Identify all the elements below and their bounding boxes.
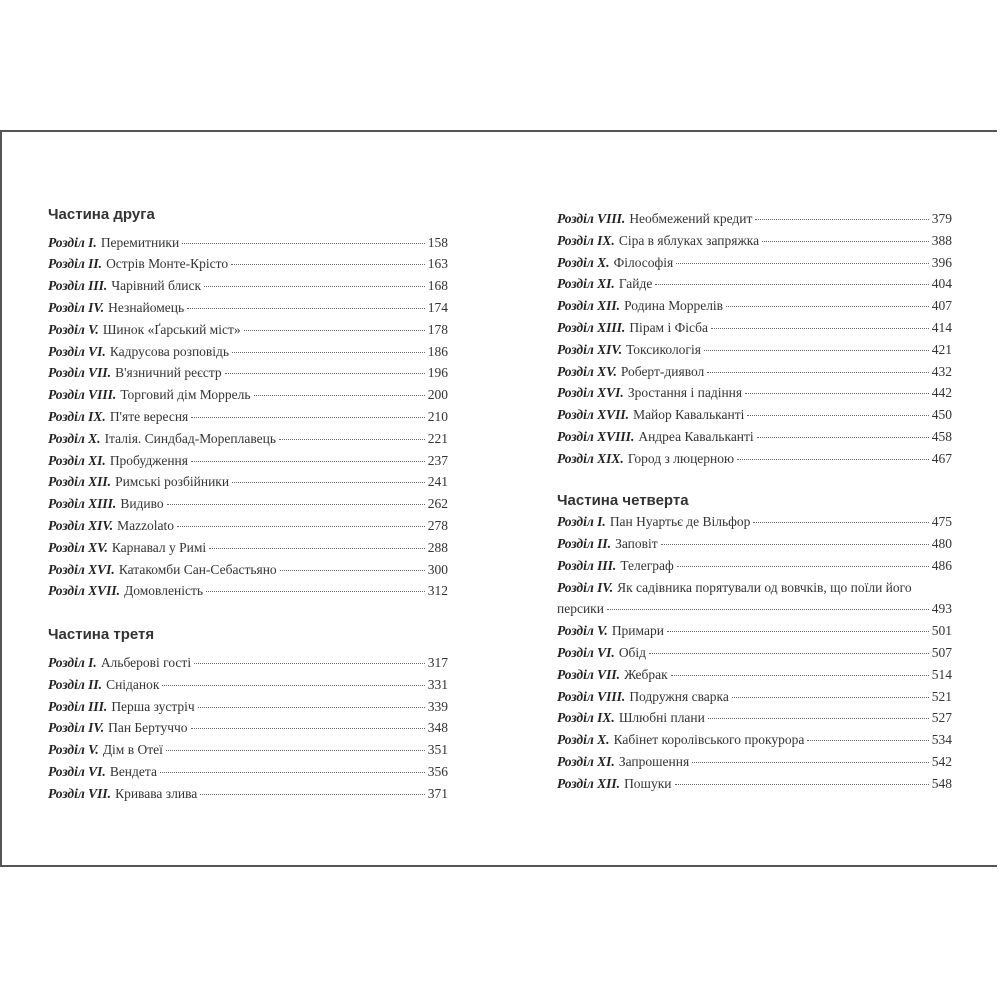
page-number: 178 bbox=[427, 321, 448, 337]
chapter-title-continuation: персики bbox=[557, 601, 604, 617]
chapter-title: В'язничний реєстр bbox=[115, 365, 222, 381]
chapter-title: Видиво bbox=[120, 496, 164, 512]
toc-entry[interactable] bbox=[48, 297, 448, 319]
dot-leader bbox=[649, 653, 929, 654]
toc-entry[interactable] bbox=[48, 319, 448, 341]
chapter-label: Розділ XV. bbox=[557, 363, 617, 379]
page-number: 432 bbox=[931, 363, 952, 379]
toc-entry[interactable] bbox=[48, 761, 448, 783]
chapter-label: Розділ XII. bbox=[48, 474, 112, 490]
chapter-label: Розділ XIX. bbox=[557, 450, 624, 466]
dot-leader bbox=[177, 526, 425, 527]
page-number: 501 bbox=[931, 623, 952, 639]
chapter-title: Острів Монте-Крісто bbox=[106, 256, 229, 272]
toc-entry[interactable] bbox=[557, 751, 952, 773]
chapter-label: Розділ VIII. bbox=[557, 211, 626, 226]
toc-entry[interactable] bbox=[557, 382, 952, 404]
toc-entry[interactable] bbox=[557, 317, 952, 339]
dot-leader bbox=[671, 675, 929, 676]
page-number: 237 bbox=[427, 452, 448, 468]
chapter-label: Розділ IV. bbox=[48, 300, 105, 316]
toc-entry[interactable] bbox=[557, 339, 952, 361]
dot-leader bbox=[753, 522, 928, 523]
toc-entry[interactable] bbox=[557, 533, 952, 555]
toc-entry[interactable] bbox=[557, 729, 952, 751]
chapter-label: Розділ V. bbox=[557, 623, 608, 639]
chapter-label: Розділ VI. bbox=[557, 645, 615, 661]
chapter-title: Катакомби Сан-Себастьяно bbox=[118, 561, 277, 577]
toc-entry[interactable] bbox=[557, 295, 952, 317]
dot-leader bbox=[225, 373, 425, 374]
toc-entry[interactable] bbox=[48, 739, 448, 761]
page-number: 493 bbox=[931, 601, 952, 617]
dot-leader bbox=[661, 544, 929, 545]
toc-entry[interactable] bbox=[48, 341, 448, 363]
toc-entry[interactable] bbox=[48, 783, 448, 805]
chapter-label: Розділ VII. bbox=[48, 365, 112, 381]
chapter-title: Пан Бертуччо bbox=[108, 720, 188, 736]
toc-entry[interactable] bbox=[557, 208, 952, 230]
part-heading: Частина друга bbox=[48, 206, 155, 223]
page-number: 514 bbox=[931, 666, 952, 682]
toc-entry[interactable] bbox=[557, 773, 952, 795]
chapter-label: Розділ III. bbox=[48, 698, 108, 714]
page-number: 534 bbox=[931, 732, 952, 748]
chapter-title: Незнайомець bbox=[108, 300, 185, 316]
dot-leader bbox=[232, 482, 425, 483]
toc-entry[interactable] bbox=[557, 448, 952, 470]
dot-leader bbox=[757, 437, 929, 438]
dot-leader bbox=[745, 393, 929, 394]
page-number: 486 bbox=[931, 557, 952, 573]
chapter-label: Розділ XVIII. bbox=[557, 428, 635, 444]
page-number: 388 bbox=[931, 232, 952, 248]
page-number: 421 bbox=[931, 341, 952, 357]
page-number: 241 bbox=[427, 474, 448, 490]
chapter-title: Примари bbox=[611, 623, 664, 639]
chapter-title: Зростання і падіння bbox=[627, 385, 743, 401]
chapter-title: Mazzolato bbox=[117, 518, 175, 534]
toc-entry[interactable] bbox=[557, 426, 952, 448]
toc-entry[interactable] bbox=[557, 511, 952, 533]
chapter-label: Розділ XI. bbox=[557, 754, 615, 770]
chapter-title: Карнавал у Римі bbox=[111, 539, 207, 555]
page-number: 396 bbox=[931, 254, 952, 270]
chapter-label: Розділ VIII. bbox=[48, 387, 117, 403]
chapter-label: Розділ IV. bbox=[557, 579, 614, 595]
chapter-label: Розділ VII. bbox=[48, 785, 112, 801]
dot-leader bbox=[707, 372, 928, 373]
chapter-title: П'яте вересня bbox=[109, 409, 189, 425]
chapter-title: Дім в Отеї bbox=[102, 742, 163, 758]
chapter-label: Розділ IX. bbox=[557, 710, 615, 726]
toc-entry[interactable] bbox=[557, 361, 952, 383]
chapter-label: Розділ XII. bbox=[557, 775, 621, 791]
chapter-title: Гайде bbox=[618, 276, 653, 292]
dot-leader bbox=[667, 631, 929, 632]
chapter-title: Кадрусова розповідь bbox=[109, 343, 230, 359]
page-number: 196 bbox=[427, 365, 448, 381]
toc-entry-continuation bbox=[557, 598, 952, 620]
toc-entry[interactable] bbox=[48, 537, 448, 559]
chapter-title: Пан Нуартьє де Вільфор bbox=[609, 514, 751, 530]
page-number: 278 bbox=[427, 518, 448, 534]
page-number: 404 bbox=[931, 276, 952, 292]
dot-leader bbox=[254, 395, 425, 396]
chapter-title: Сіра в яблуках запряжка bbox=[618, 232, 760, 248]
page-number: 414 bbox=[931, 319, 952, 335]
chapter-label: Розділ XVI. bbox=[48, 561, 115, 577]
toc-entry[interactable] bbox=[557, 404, 952, 426]
toc-entry[interactable] bbox=[557, 707, 952, 729]
chapter-label: Розділ XIV. bbox=[48, 518, 114, 534]
page-number: 542 bbox=[931, 754, 952, 770]
dot-leader bbox=[204, 286, 425, 287]
chapter-title: Запрошення bbox=[618, 754, 690, 770]
page-number: 507 bbox=[931, 645, 952, 661]
page-number: 480 bbox=[931, 536, 952, 552]
chapter-title: Шинок «Ґарський міст» bbox=[102, 321, 241, 337]
chapter-label: Розділ I. bbox=[557, 514, 606, 530]
dot-leader bbox=[209, 548, 425, 549]
chapter-title: Пробудження bbox=[109, 452, 188, 468]
chapter-label: Розділ IX. bbox=[557, 232, 615, 248]
chapter-label: Розділ IX. bbox=[48, 409, 106, 425]
dot-leader bbox=[726, 306, 929, 307]
chapter-label: Розділ XIII. bbox=[557, 319, 626, 335]
page-number: 475 bbox=[931, 514, 952, 530]
chapter-title: Родина Моррелів bbox=[624, 298, 724, 314]
chapter-title: Альберові гості bbox=[100, 654, 192, 670]
chapter-label: Розділ VIII. bbox=[557, 688, 626, 704]
chapter-label: Розділ VI. bbox=[48, 343, 106, 359]
toc-entry[interactable] bbox=[48, 428, 448, 450]
toc-entry[interactable] bbox=[557, 620, 952, 642]
page-number: 312 bbox=[427, 583, 448, 599]
page-number: 442 bbox=[931, 385, 952, 401]
chapter-label: Розділ XIII. bbox=[48, 496, 117, 512]
page-number: 356 bbox=[427, 763, 448, 779]
chapter-title: Роберт-диявол bbox=[620, 363, 705, 379]
dot-leader bbox=[762, 241, 929, 242]
page-number: 371 bbox=[427, 785, 448, 801]
toc-entry[interactable] bbox=[48, 652, 448, 674]
chapter-label: Розділ X. bbox=[557, 254, 610, 270]
part-heading: Частина третя bbox=[48, 626, 155, 644]
page-number: 458 bbox=[931, 428, 952, 444]
chapter-label: Розділ V. bbox=[48, 321, 99, 337]
page-number: 407 bbox=[931, 298, 952, 314]
dot-leader bbox=[160, 772, 425, 773]
chapter-label: Розділ XVI. bbox=[557, 385, 624, 401]
page-number: 163 bbox=[427, 256, 448, 272]
chapter-title: Подружня сварка bbox=[629, 688, 729, 704]
toc-entry[interactable] bbox=[48, 717, 448, 739]
page-number: 288 bbox=[427, 539, 448, 555]
toc-entry[interactable] bbox=[48, 674, 448, 696]
toc-entry[interactable] bbox=[48, 384, 448, 406]
dot-leader bbox=[167, 504, 425, 505]
dot-leader bbox=[231, 264, 425, 265]
chapter-title: Обід bbox=[618, 645, 647, 661]
page-number: 339 bbox=[427, 698, 448, 714]
chapter-label: Розділ V. bbox=[48, 742, 99, 758]
page-number: 168 bbox=[427, 278, 448, 294]
dot-leader bbox=[200, 794, 424, 795]
toc-left-page bbox=[48, 204, 448, 805]
toc-entry[interactable] bbox=[48, 450, 448, 472]
chapter-label: Розділ XII. bbox=[557, 298, 621, 314]
dot-leader bbox=[280, 570, 425, 571]
page-number: 262 bbox=[427, 496, 448, 512]
chapter-label: Розділ II. bbox=[48, 256, 103, 272]
toc-entry[interactable] bbox=[48, 362, 448, 384]
chapter-title: Сніданок bbox=[106, 676, 160, 692]
dot-leader bbox=[676, 263, 928, 264]
toc-entry[interactable] bbox=[557, 686, 952, 708]
dot-leader bbox=[755, 219, 928, 220]
chapter-title: Необмежений кредит bbox=[629, 211, 753, 226]
chapter-label: Розділ X. bbox=[48, 430, 101, 446]
toc-entry[interactable] bbox=[48, 253, 448, 275]
chapter-label: Розділ I. bbox=[48, 234, 97, 250]
page-number: 317 bbox=[427, 654, 448, 670]
chapter-title: Чарівний блиск bbox=[111, 278, 202, 294]
toc-entry[interactable] bbox=[48, 493, 448, 515]
toc-entry[interactable] bbox=[48, 580, 448, 602]
dot-leader bbox=[187, 308, 425, 309]
dot-leader bbox=[675, 784, 929, 785]
toc-entry[interactable] bbox=[48, 275, 448, 297]
dot-leader bbox=[732, 697, 929, 698]
page-number: 331 bbox=[427, 676, 448, 692]
toc-entry[interactable] bbox=[557, 273, 952, 295]
chapter-title: Італія. Синдбад-Мореплавець bbox=[104, 430, 277, 446]
dot-leader bbox=[191, 417, 424, 418]
dot-leader bbox=[191, 461, 425, 462]
page-number: 200 bbox=[427, 387, 448, 403]
dot-leader bbox=[244, 330, 425, 331]
dot-leader bbox=[279, 439, 425, 440]
dot-leader bbox=[692, 762, 929, 763]
chapter-label: Розділ X. bbox=[557, 732, 610, 748]
part-heading: Частина четверта bbox=[557, 491, 689, 509]
chapter-label: Розділ IV. bbox=[48, 720, 105, 736]
dot-leader bbox=[747, 415, 928, 416]
chapter-title: Жебрак bbox=[624, 666, 668, 682]
chapter-title: Торговий дім Моррель bbox=[120, 387, 251, 403]
chapter-title: Кабінет королівського прокурора bbox=[613, 732, 805, 748]
chapter-title: Кривава злива bbox=[115, 785, 198, 801]
chapter-label: Розділ XIV. bbox=[557, 341, 623, 357]
page-number: 450 bbox=[931, 407, 952, 423]
page-number: 351 bbox=[427, 742, 448, 758]
dot-leader bbox=[711, 328, 929, 329]
dot-leader bbox=[166, 750, 425, 751]
toc-entry[interactable] bbox=[557, 577, 952, 599]
dot-leader bbox=[807, 740, 928, 741]
dot-leader bbox=[708, 718, 929, 719]
chapter-label: Розділ III. bbox=[48, 278, 108, 294]
page-number: 348 bbox=[427, 720, 448, 736]
toc-entry[interactable] bbox=[48, 696, 448, 718]
toc-entry[interactable] bbox=[557, 555, 952, 577]
dot-leader bbox=[206, 591, 425, 592]
chapter-title: Майор Кавальканті bbox=[633, 407, 745, 423]
chapter-title: Вендета bbox=[109, 763, 157, 779]
toc-entry[interactable] bbox=[557, 230, 952, 252]
dot-leader bbox=[737, 459, 929, 460]
chapter-title: Перша зустріч bbox=[111, 698, 195, 714]
chapter-title: Город з люцерною bbox=[627, 450, 735, 466]
page-number: 300 bbox=[427, 561, 448, 577]
page-number: 467 bbox=[931, 450, 952, 466]
toc-entry[interactable] bbox=[48, 559, 448, 581]
dot-leader bbox=[677, 566, 929, 567]
page-number: 174 bbox=[427, 300, 448, 316]
chapter-title: Заповіт bbox=[615, 536, 658, 552]
toc-entry[interactable] bbox=[557, 642, 952, 664]
chapter-label: Розділ II. bbox=[48, 676, 103, 692]
chapter-title: Токсикологія bbox=[626, 341, 701, 357]
chapter-label: Розділ XV. bbox=[48, 539, 108, 555]
toc-entry[interactable] bbox=[48, 471, 448, 493]
dot-leader bbox=[191, 728, 425, 729]
page-number: 210 bbox=[427, 409, 448, 425]
chapter-label: Розділ VI. bbox=[48, 763, 106, 779]
dot-leader bbox=[655, 284, 928, 285]
chapter-title: Як садівника порятували од вовчків, що поїли його bbox=[617, 579, 912, 595]
chapter-label: Розділ XVII. bbox=[48, 583, 121, 599]
toc-entry[interactable] bbox=[48, 406, 448, 428]
dot-leader bbox=[194, 663, 425, 664]
chapter-title: Шлюбні плани bbox=[618, 710, 705, 726]
toc-right-page bbox=[557, 208, 952, 795]
chapter-label: Розділ III. bbox=[557, 557, 617, 573]
toc-entry[interactable] bbox=[48, 232, 448, 254]
toc-entry[interactable] bbox=[557, 252, 952, 274]
page-number: 186 bbox=[427, 343, 448, 359]
page-number: 548 bbox=[931, 775, 952, 791]
chapter-title: Телеграф bbox=[620, 557, 674, 573]
dot-leader bbox=[162, 685, 424, 686]
page-number: 158 bbox=[427, 234, 448, 250]
page-number: 379 bbox=[931, 211, 952, 226]
chapter-label: Розділ II. bbox=[557, 536, 612, 552]
dot-leader bbox=[704, 350, 929, 351]
chapter-title: Домовленість bbox=[124, 583, 204, 599]
page-number: 527 bbox=[931, 710, 952, 726]
dot-leader bbox=[182, 243, 425, 244]
toc-entry[interactable] bbox=[557, 664, 952, 686]
toc-entry[interactable] bbox=[48, 515, 448, 537]
dot-leader bbox=[198, 707, 425, 708]
chapter-title: Перемитники bbox=[100, 234, 180, 250]
chapter-label: Розділ XI. bbox=[557, 276, 615, 292]
chapter-title: Пірам і Фісба bbox=[629, 319, 709, 335]
chapter-label: Розділ VII. bbox=[557, 666, 621, 682]
chapter-title: Римські розбійники bbox=[115, 474, 230, 490]
chapter-label: Розділ XI. bbox=[48, 452, 106, 468]
chapter-title: Андреа Кавальканті bbox=[638, 428, 754, 444]
chapter-label: Розділ I. bbox=[48, 654, 97, 670]
page-number: 521 bbox=[931, 688, 952, 704]
chapter-title: Пошуки bbox=[624, 775, 672, 791]
chapter-label: Розділ XVII. bbox=[557, 407, 630, 423]
page-number: 221 bbox=[427, 430, 448, 446]
dot-leader bbox=[232, 352, 425, 353]
chapter-title: Філософія bbox=[613, 254, 674, 270]
dot-leader bbox=[607, 609, 929, 610]
